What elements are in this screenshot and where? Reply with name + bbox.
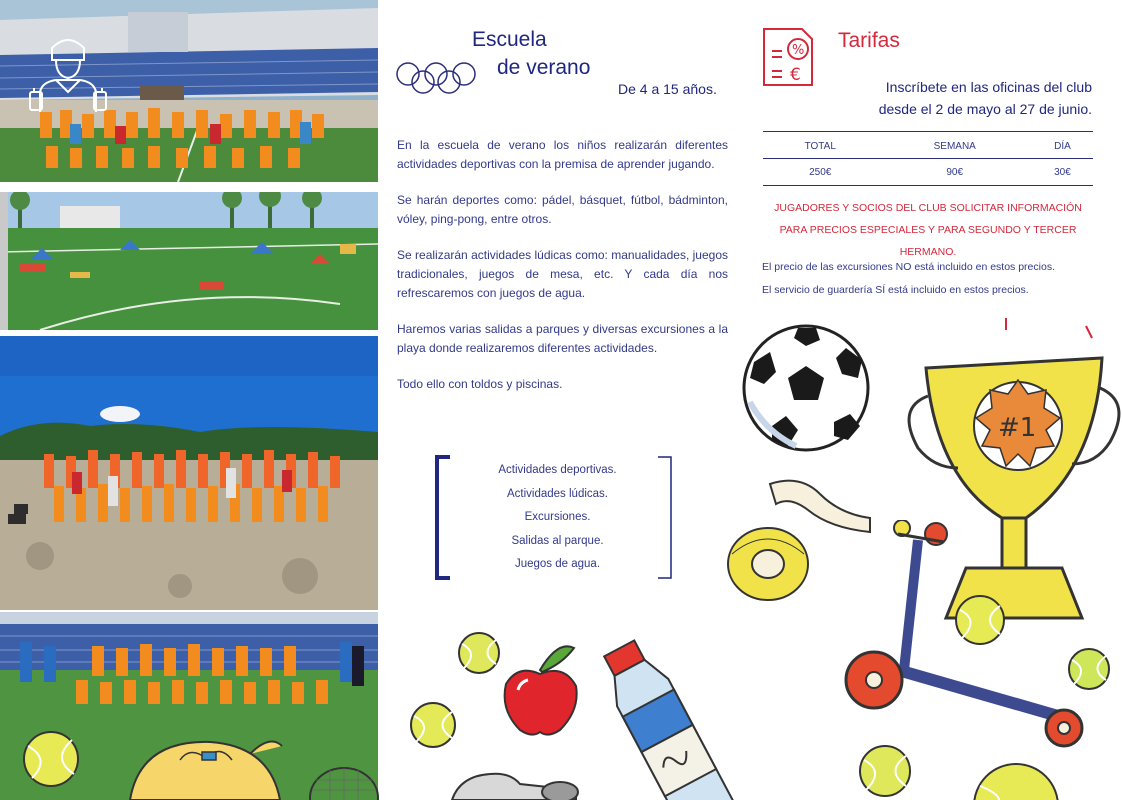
price-notes — [762, 256, 1102, 302]
registration-line: Inscríbete en las oficinas del club — [885, 79, 1092, 95]
tennis-ball-icon — [856, 742, 914, 800]
svg-text:%: % — [792, 43, 805, 58]
fees-table — [763, 131, 1093, 186]
table-row — [763, 159, 1093, 186]
photo-beach-group — [0, 336, 378, 610]
table-header-row — [763, 132, 1093, 159]
price-day: 30€ — [1054, 166, 1071, 178]
list-item: Juegos de agua. — [514, 558, 601, 570]
special-line: PARA PRECIOS ESPECIALES Y PARA SEGUNDO Y TERCER HERMANO. — [779, 224, 1077, 258]
soccer-ball-icon — [736, 322, 878, 454]
column-header-day: DÍA — [1054, 141, 1071, 152]
tennis-ball-icon — [456, 630, 502, 676]
girl-head-icon — [120, 730, 285, 800]
activities-list — [460, 459, 655, 577]
description-paragraph: Haremos varias salidas a parques y diversas excursiones a la playa donde realizaremos diferentes actividades. — [397, 322, 728, 355]
description-text — [397, 136, 728, 411]
list-item: Actividades lúdicas. — [507, 487, 608, 500]
list-item: Actividades deportivas. — [498, 464, 617, 476]
price-total: 250€ — [809, 166, 832, 178]
svg-text:#1: #1 — [998, 413, 1037, 443]
tennis-ball-icon — [952, 592, 1008, 648]
racket-icon — [300, 758, 380, 800]
description-paragraph: En la escuela de verano los niños realizarán diferentes actividades deportivas con la premisa de aprender jugando. — [397, 138, 728, 171]
list-item: Salidas al parque. — [511, 534, 604, 547]
tarifas-title: Tarifas — [838, 29, 900, 52]
note-daycare: El servicio de guardería SÍ está incluido en estos precios. — [762, 284, 1029, 296]
bracket-right-icon — [656, 455, 674, 580]
fee-percent-euro-icon — [762, 27, 816, 87]
svg-text:€: € — [790, 65, 801, 85]
column-header-week: SEMANA — [933, 141, 976, 152]
description-paragraph: Se harán deportes como: pádel, básquet, fútbol, bádminton, vóley, ping-pong, entre otros. — [397, 193, 728, 226]
tennis-ball-icon — [20, 728, 82, 790]
sneaker-icon — [450, 770, 580, 800]
registration-info — [822, 76, 1092, 120]
bracket-left-icon — [434, 455, 452, 580]
price-week: 90€ — [946, 166, 964, 178]
apple-icon — [498, 640, 584, 740]
registration-line: desde el 2 de mayo al 27 de junio. — [878, 101, 1092, 117]
water-bottle-icon — [588, 632, 754, 800]
special-prices-notice — [763, 197, 1093, 263]
column-header-total: TOTAL — [804, 141, 836, 152]
coach-icon — [26, 30, 110, 114]
tennis-ball-icon — [1066, 646, 1112, 692]
note-excursions: El precio de las excursiones NO está incluido en estos precios. — [762, 261, 1055, 273]
tennis-ball-icon — [408, 700, 458, 750]
age-range: De 4 a 15 años. — [618, 81, 717, 97]
tennis-ball-icon — [956, 756, 1076, 800]
title-line-1: Escuela — [472, 28, 547, 51]
title-line-2: de verano — [497, 56, 591, 79]
special-line: JUGADORES Y SOCIOS DEL CLUB SOLICITAR INFORMACIÓN — [774, 202, 1082, 214]
olympic-rings-icon — [395, 58, 477, 98]
description-paragraph: Se realizarán actividades lúdicas como: manualidades, juegos tradicionales, juegos de mesa, etc. Y cada día nos refrescaremos con juegos de agua. — [397, 248, 728, 300]
description-paragraph: Todo ello con toldos y piscinas. — [397, 377, 563, 391]
summer-school-title-block — [395, 28, 735, 108]
photo-field-tents — [0, 192, 378, 330]
list-item: Excursiones. — [524, 511, 591, 523]
